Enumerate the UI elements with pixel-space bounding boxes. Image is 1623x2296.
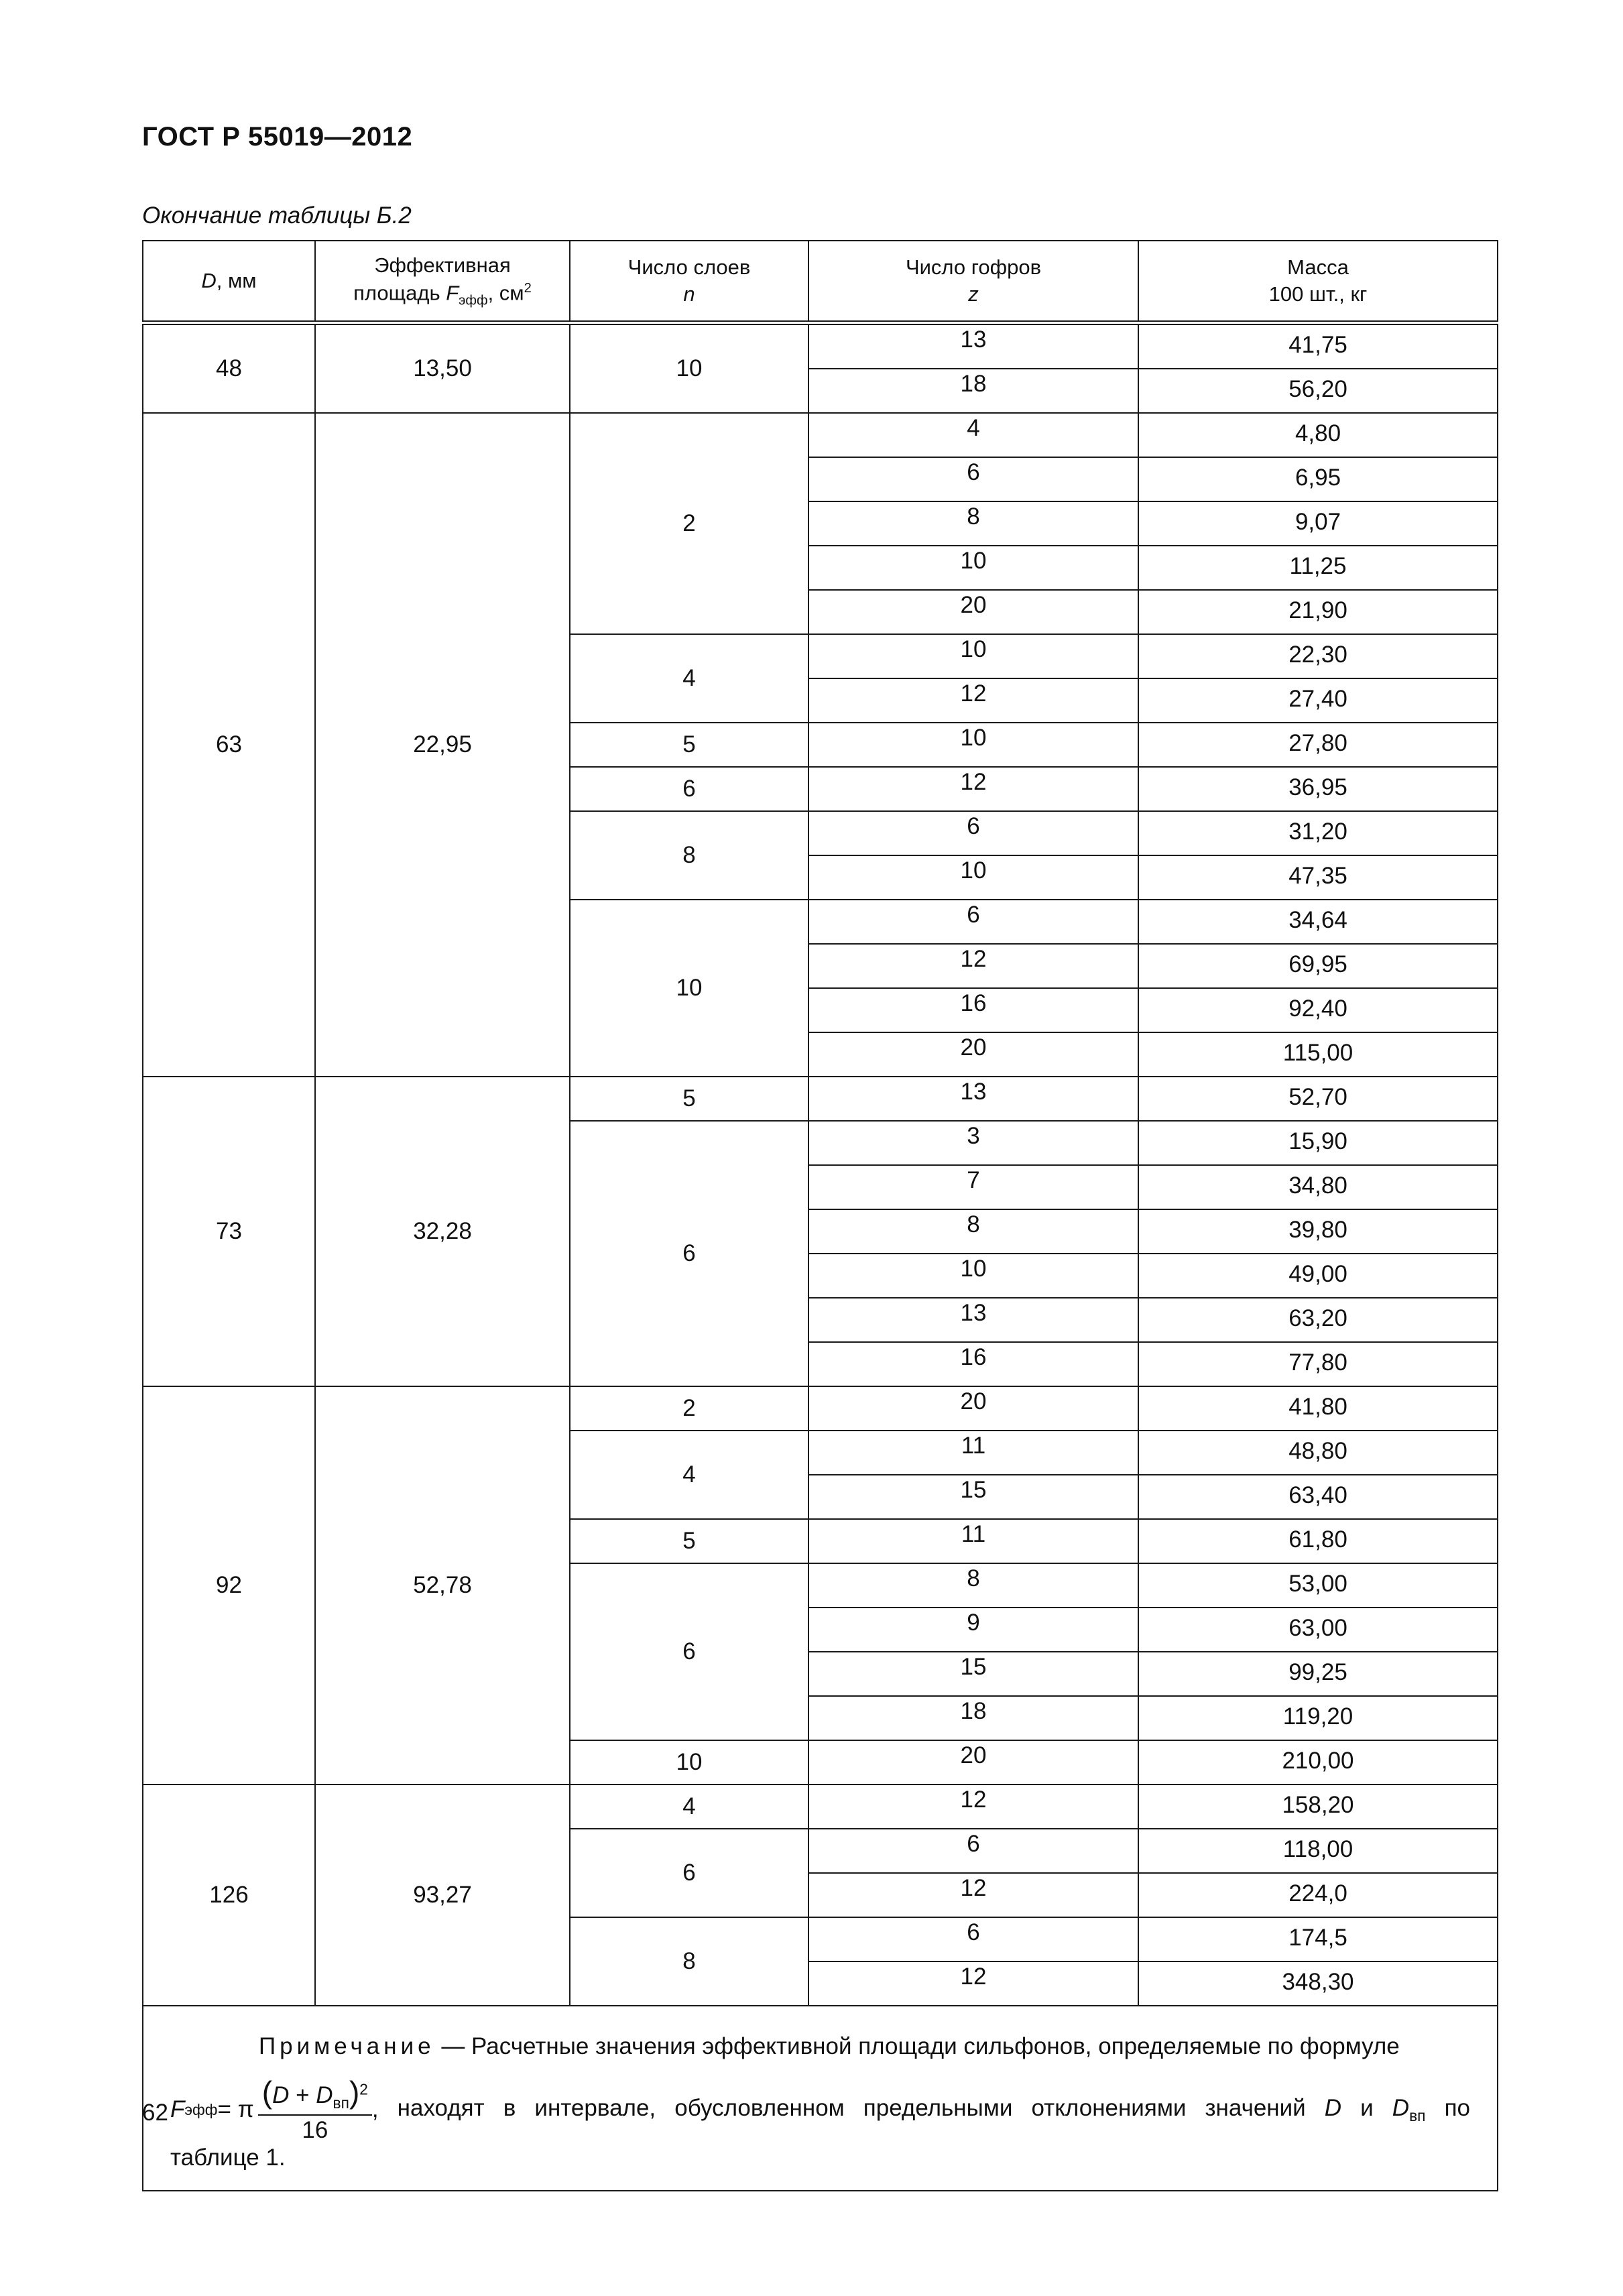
cell-corrugations: 6 [808, 1829, 1138, 1873]
cell-corrugations: 6 [808, 900, 1138, 944]
cell-mass: 174,5 [1138, 1917, 1498, 1961]
cell-mass: 34,64 [1138, 900, 1498, 944]
table-row [143, 323, 1498, 369]
cell-mass: 31,20 [1138, 811, 1498, 855]
cell-mass: 348,30 [1138, 1961, 1498, 2006]
cell-layers: 10 [570, 1740, 808, 1785]
cell-corrugations: 8 [808, 1563, 1138, 1608]
cell-mass: 47,35 [1138, 855, 1498, 900]
note-row [143, 2006, 1498, 2191]
cell-mass: 99,25 [1138, 1652, 1498, 1696]
cell-corrugations: 8 [808, 1209, 1138, 1254]
cell-mass: 11,25 [1138, 546, 1498, 590]
cell-layers: 8 [570, 811, 808, 900]
note-cell [143, 2006, 1498, 2191]
cell-mass: 158,20 [1138, 1785, 1498, 1829]
table-body [143, 323, 1498, 2006]
cell-mass: 41,80 [1138, 1386, 1498, 1431]
cell-diameter: 48 [143, 323, 315, 414]
page-number: 62 [142, 2100, 168, 2126]
cell-layers: 5 [570, 1519, 808, 1563]
cell-mass: 61,80 [1138, 1519, 1498, 1563]
cell-corrugations: 10 [808, 855, 1138, 900]
cell-corrugations: 3 [808, 1121, 1138, 1165]
cell-layers: 10 [570, 323, 808, 414]
cell-layers: 4 [570, 1785, 808, 1829]
cell-layers: 2 [570, 413, 808, 634]
cell-effective-area: 52,78 [315, 1386, 570, 1785]
table-row [143, 1077, 1498, 1121]
cell-corrugations: 7 [808, 1165, 1138, 1209]
header-corrugations: Число гофров z [808, 241, 1138, 323]
cell-mass: 15,90 [1138, 1121, 1498, 1165]
cell-effective-area: 22,95 [315, 413, 570, 1077]
cell-corrugations: 10 [808, 723, 1138, 767]
cell-mass: 53,00 [1138, 1563, 1498, 1608]
cell-corrugations: 20 [808, 1386, 1138, 1431]
cell-mass: 34,80 [1138, 1165, 1498, 1209]
cell-corrugations: 20 [808, 1032, 1138, 1077]
cell-mass: 48,80 [1138, 1431, 1498, 1475]
cell-mass: 27,40 [1138, 678, 1498, 723]
cell-corrugations: 15 [808, 1475, 1138, 1519]
cell-mass: 92,40 [1138, 988, 1498, 1032]
note-last-line: таблице 1. [170, 2144, 286, 2171]
cell-corrugations: 10 [808, 546, 1138, 590]
cell-mass: 22,30 [1138, 634, 1498, 678]
cell-corrugations: 16 [808, 1342, 1138, 1386]
cell-corrugations: 10 [808, 1254, 1138, 1298]
cell-mass: 36,95 [1138, 767, 1498, 811]
cell-layers: 4 [570, 1431, 808, 1519]
cell-corrugations: 10 [808, 634, 1138, 678]
table-row [143, 413, 1498, 457]
cell-corrugations: 13 [808, 1077, 1138, 1121]
note-label: Примечание [259, 2033, 435, 2059]
note-paragraph [170, 2033, 1470, 2060]
cell-layers: 6 [570, 767, 808, 811]
header-diameter: D, мм [143, 241, 315, 323]
cell-corrugations: 12 [808, 1873, 1138, 1917]
cell-mass: 39,80 [1138, 1209, 1498, 1254]
header-layers: Число слоев n [570, 241, 808, 323]
cell-mass: 77,80 [1138, 1342, 1498, 1386]
cell-mass: 210,00 [1138, 1740, 1498, 1785]
cell-mass: 6,95 [1138, 457, 1498, 501]
cell-corrugations: 18 [808, 1696, 1138, 1740]
table-row [143, 1386, 1498, 1431]
cell-layers: 5 [570, 723, 808, 767]
note-tail: находят в интервале, обусловленном предельными отклонениями значений D и $D_{вп}$ по [397, 2094, 1470, 2124]
cell-mass: 63,40 [1138, 1475, 1498, 1519]
cell-effective-area: 13,50 [315, 323, 570, 414]
cell-corrugations: 11 [808, 1519, 1138, 1563]
formula: F эфф = π $\frac{(D + D_{вп})^2}{16}$ , [170, 2075, 379, 2144]
data-table [142, 240, 1498, 2191]
cell-corrugations: 20 [808, 1740, 1138, 1785]
cell-mass: 21,90 [1138, 590, 1498, 634]
document-title: ГОСТ Р 55019—2012 [142, 122, 413, 152]
cell-effective-area: 93,27 [315, 1785, 570, 2006]
cell-layers: 6 [570, 1829, 808, 1917]
cell-layers: 10 [570, 900, 808, 1077]
cell-layers: 2 [570, 1386, 808, 1431]
header-row [143, 241, 1498, 323]
cell-corrugations: 9 [808, 1608, 1138, 1652]
cell-corrugations: 12 [808, 678, 1138, 723]
cell-corrugations: 12 [808, 944, 1138, 988]
table-row [143, 1785, 1498, 1829]
cell-diameter: 73 [143, 1077, 315, 1386]
cell-corrugations: 6 [808, 811, 1138, 855]
cell-corrugations: 8 [808, 501, 1138, 546]
cell-mass: 119,20 [1138, 1696, 1498, 1740]
table-caption: Окончание таблицы Б.2 [142, 202, 412, 229]
note-text: — Расчетные значения эффективной площади сильфонов, определяемые по формуле [434, 2033, 1400, 2059]
cell-layers: 6 [570, 1563, 808, 1740]
cell-corrugations: 13 [808, 323, 1138, 369]
cell-mass: 9,07 [1138, 501, 1498, 546]
formula-line [170, 2075, 1470, 2144]
cell-mass: 63,20 [1138, 1298, 1498, 1342]
cell-corrugations: 11 [808, 1431, 1138, 1475]
cell-corrugations: 4 [808, 413, 1138, 457]
cell-effective-area: 32,28 [315, 1077, 570, 1386]
cell-corrugations: 13 [808, 1298, 1138, 1342]
formula-fraction: $\frac{(D + D_{вп})^2}{16}$ [258, 2075, 372, 2144]
cell-corrugations: 16 [808, 988, 1138, 1032]
cell-mass: 118,00 [1138, 1829, 1498, 1873]
cell-diameter: 92 [143, 1386, 315, 1785]
cell-mass: 4,80 [1138, 413, 1498, 457]
cell-mass: 115,00 [1138, 1032, 1498, 1077]
cell-corrugations: 18 [808, 369, 1138, 413]
cell-corrugations: 12 [808, 1961, 1138, 2006]
cell-mass: 224,0 [1138, 1873, 1498, 1917]
cell-layers: 4 [570, 634, 808, 723]
cell-layers: 5 [570, 1077, 808, 1121]
cell-layers: 8 [570, 1917, 808, 2006]
cell-mass: 49,00 [1138, 1254, 1498, 1298]
cell-corrugations: 6 [808, 1917, 1138, 1961]
header-effective-area: Эффективная площадь $F_{эфф}$, $см^2$ [315, 241, 570, 323]
cell-mass: 63,00 [1138, 1608, 1498, 1652]
cell-mass: 27,80 [1138, 723, 1498, 767]
cell-layers: 6 [570, 1121, 808, 1386]
cell-mass: 56,20 [1138, 369, 1498, 413]
cell-corrugations: 20 [808, 590, 1138, 634]
cell-mass: 69,95 [1138, 944, 1498, 988]
cell-corrugations: 12 [808, 1785, 1138, 1829]
cell-corrugations: 12 [808, 767, 1138, 811]
cell-mass: 41,75 [1138, 323, 1498, 369]
header-mass: Масса 100 шт., кг [1138, 241, 1498, 323]
cell-corrugations: 15 [808, 1652, 1138, 1696]
cell-diameter: 63 [143, 413, 315, 1077]
cell-corrugations: 6 [808, 457, 1138, 501]
cell-diameter: 126 [143, 1785, 315, 2006]
cell-mass: 52,70 [1138, 1077, 1498, 1121]
